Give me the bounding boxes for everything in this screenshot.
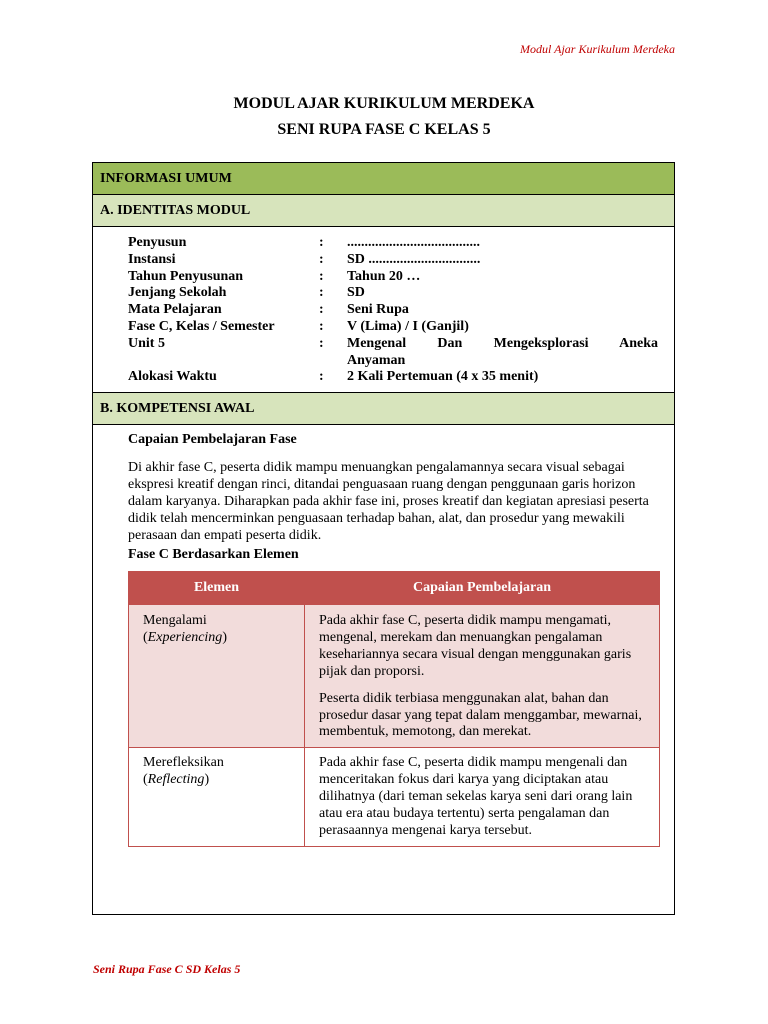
colon: : <box>319 285 324 301</box>
identity-label: Tahun Penyusunan <box>128 268 244 284</box>
colon: : <box>319 268 324 284</box>
identity-label: Penyusun <box>128 235 187 250</box>
identity-label: Instansi <box>128 251 176 267</box>
identity-row <box>128 319 658 336</box>
capaian-cell <box>305 605 660 748</box>
element-name: Mengalami <box>143 613 207 628</box>
footer-note: Seni Rupa Fase C SD Kelas 5 <box>93 962 241 976</box>
document-title: MODUL AJAR KURIKULUM MERDEKA <box>233 95 535 112</box>
identity-row <box>128 235 658 252</box>
colon: : <box>319 235 324 250</box>
identity-list <box>128 235 658 386</box>
identity-value: Tahun 20 … <box>347 268 421 284</box>
identity-row <box>128 369 658 386</box>
element-english: Reflecting <box>147 772 205 788</box>
identity-row <box>128 252 658 269</box>
capaian-text: Pada akhir fase C, peserta didik mampu mengenali dan menceritakan fokus dari karya yang diciptakan atau dilihatnya (dari teman sekelas karya seni dari orang lain atau era atau budaya tertentu) serta pengalaman dan perasaannya mengenai karya tersebut. <box>319 755 633 838</box>
identity-row <box>128 302 658 319</box>
identity-label: Mata Pelajaran <box>128 302 222 318</box>
module-frame <box>92 162 675 915</box>
identity-label: Jenjang Sekolah <box>128 285 227 301</box>
identity-label: Unit 5 <box>128 335 165 351</box>
section-identitas-modul: A. IDENTITAS MODUL <box>93 195 674 227</box>
section-kompetensi-awal: B. KOMPETENSI AWAL <box>93 392 674 425</box>
identity-value <box>347 336 658 370</box>
identity-row <box>128 269 658 286</box>
capaian-table <box>128 571 660 847</box>
identity-label: Fase C, Kelas / Semester <box>128 318 275 334</box>
colon: : <box>319 335 324 351</box>
header-note: Modul Ajar Kurikulum Merdeka <box>520 42 675 56</box>
cp-heading: Capaian Pembelajaran Fase <box>128 432 297 447</box>
identity-value-line2: Anyaman <box>347 352 406 368</box>
identity-value-line1: Mengenal Dan Mengeksplorasi Aneka <box>347 335 658 351</box>
capaian-text: Peserta didik terbiasa menggunakan alat, bahan dan prosedur dasar yang tepat dalam menggambar, mewarnai, membentuk, memotong, dan merekat. <box>319 690 642 740</box>
identity-value: SD <box>347 285 365 301</box>
element-cell: Mengalami (Experiencing) <box>129 605 305 748</box>
colon: : <box>319 369 324 385</box>
cp-paragraph: Di akhir fase C, peserta didik mampu menuangkan pengalamannya secara visual sebagai ekspresi kreatif dengan rinci, ditandai penguasaan ruang dengan penggunaan garis horizon dalam karyanya. Diharapkan pada akhir fase ini, proses kreatif dan kegiatan apresiasi peserta didik telah mencerminkan penguasaan terhadap bahan, alat, dan prosedur yang mewakili perasaan dan empati peserta didik. <box>128 460 649 544</box>
document-subtitle: SENI RUPA FASE C KELAS 5 <box>277 121 491 138</box>
identity-row <box>128 336 658 370</box>
identity-value: V (Lima) / I (Ganjil) <box>347 318 469 334</box>
element-heading: Fase C Berdasarkan Elemen <box>128 547 299 562</box>
identity-value: ...................................... <box>347 235 480 250</box>
identity-value: 2 Kali Pertemuan (4 x 35 menit) <box>347 369 539 385</box>
identity-value: Seni Rupa <box>347 302 409 318</box>
element-name: Merefleksikan <box>143 755 224 771</box>
identity-value: SD ................................ <box>347 251 481 267</box>
section-informasi-umum: INFORMASI UMUM <box>93 163 674 195</box>
colon: : <box>319 318 324 334</box>
table-row <box>129 605 660 748</box>
identity-row <box>128 285 658 302</box>
element-english: Experiencing <box>147 629 223 645</box>
header-capaian: Capaian Pembelajaran <box>305 572 660 605</box>
colon: : <box>319 251 324 267</box>
element-cell: Merefleksikan (Reflecting) <box>129 748 305 847</box>
capaian-text: Pada akhir fase C, peserta didik mampu mengamati, mengenal, merekam dan menuangkan pengalaman kesehariannya secara visual dengan menggunakan garis pijak dan proporsi. <box>319 613 632 679</box>
header-elemen: Elemen <box>129 572 305 605</box>
table-header-row <box>129 572 660 605</box>
colon: : <box>319 302 324 318</box>
table-row <box>129 748 660 847</box>
identity-label: Alokasi Waktu <box>128 369 217 385</box>
capaian-cell <box>305 748 660 847</box>
